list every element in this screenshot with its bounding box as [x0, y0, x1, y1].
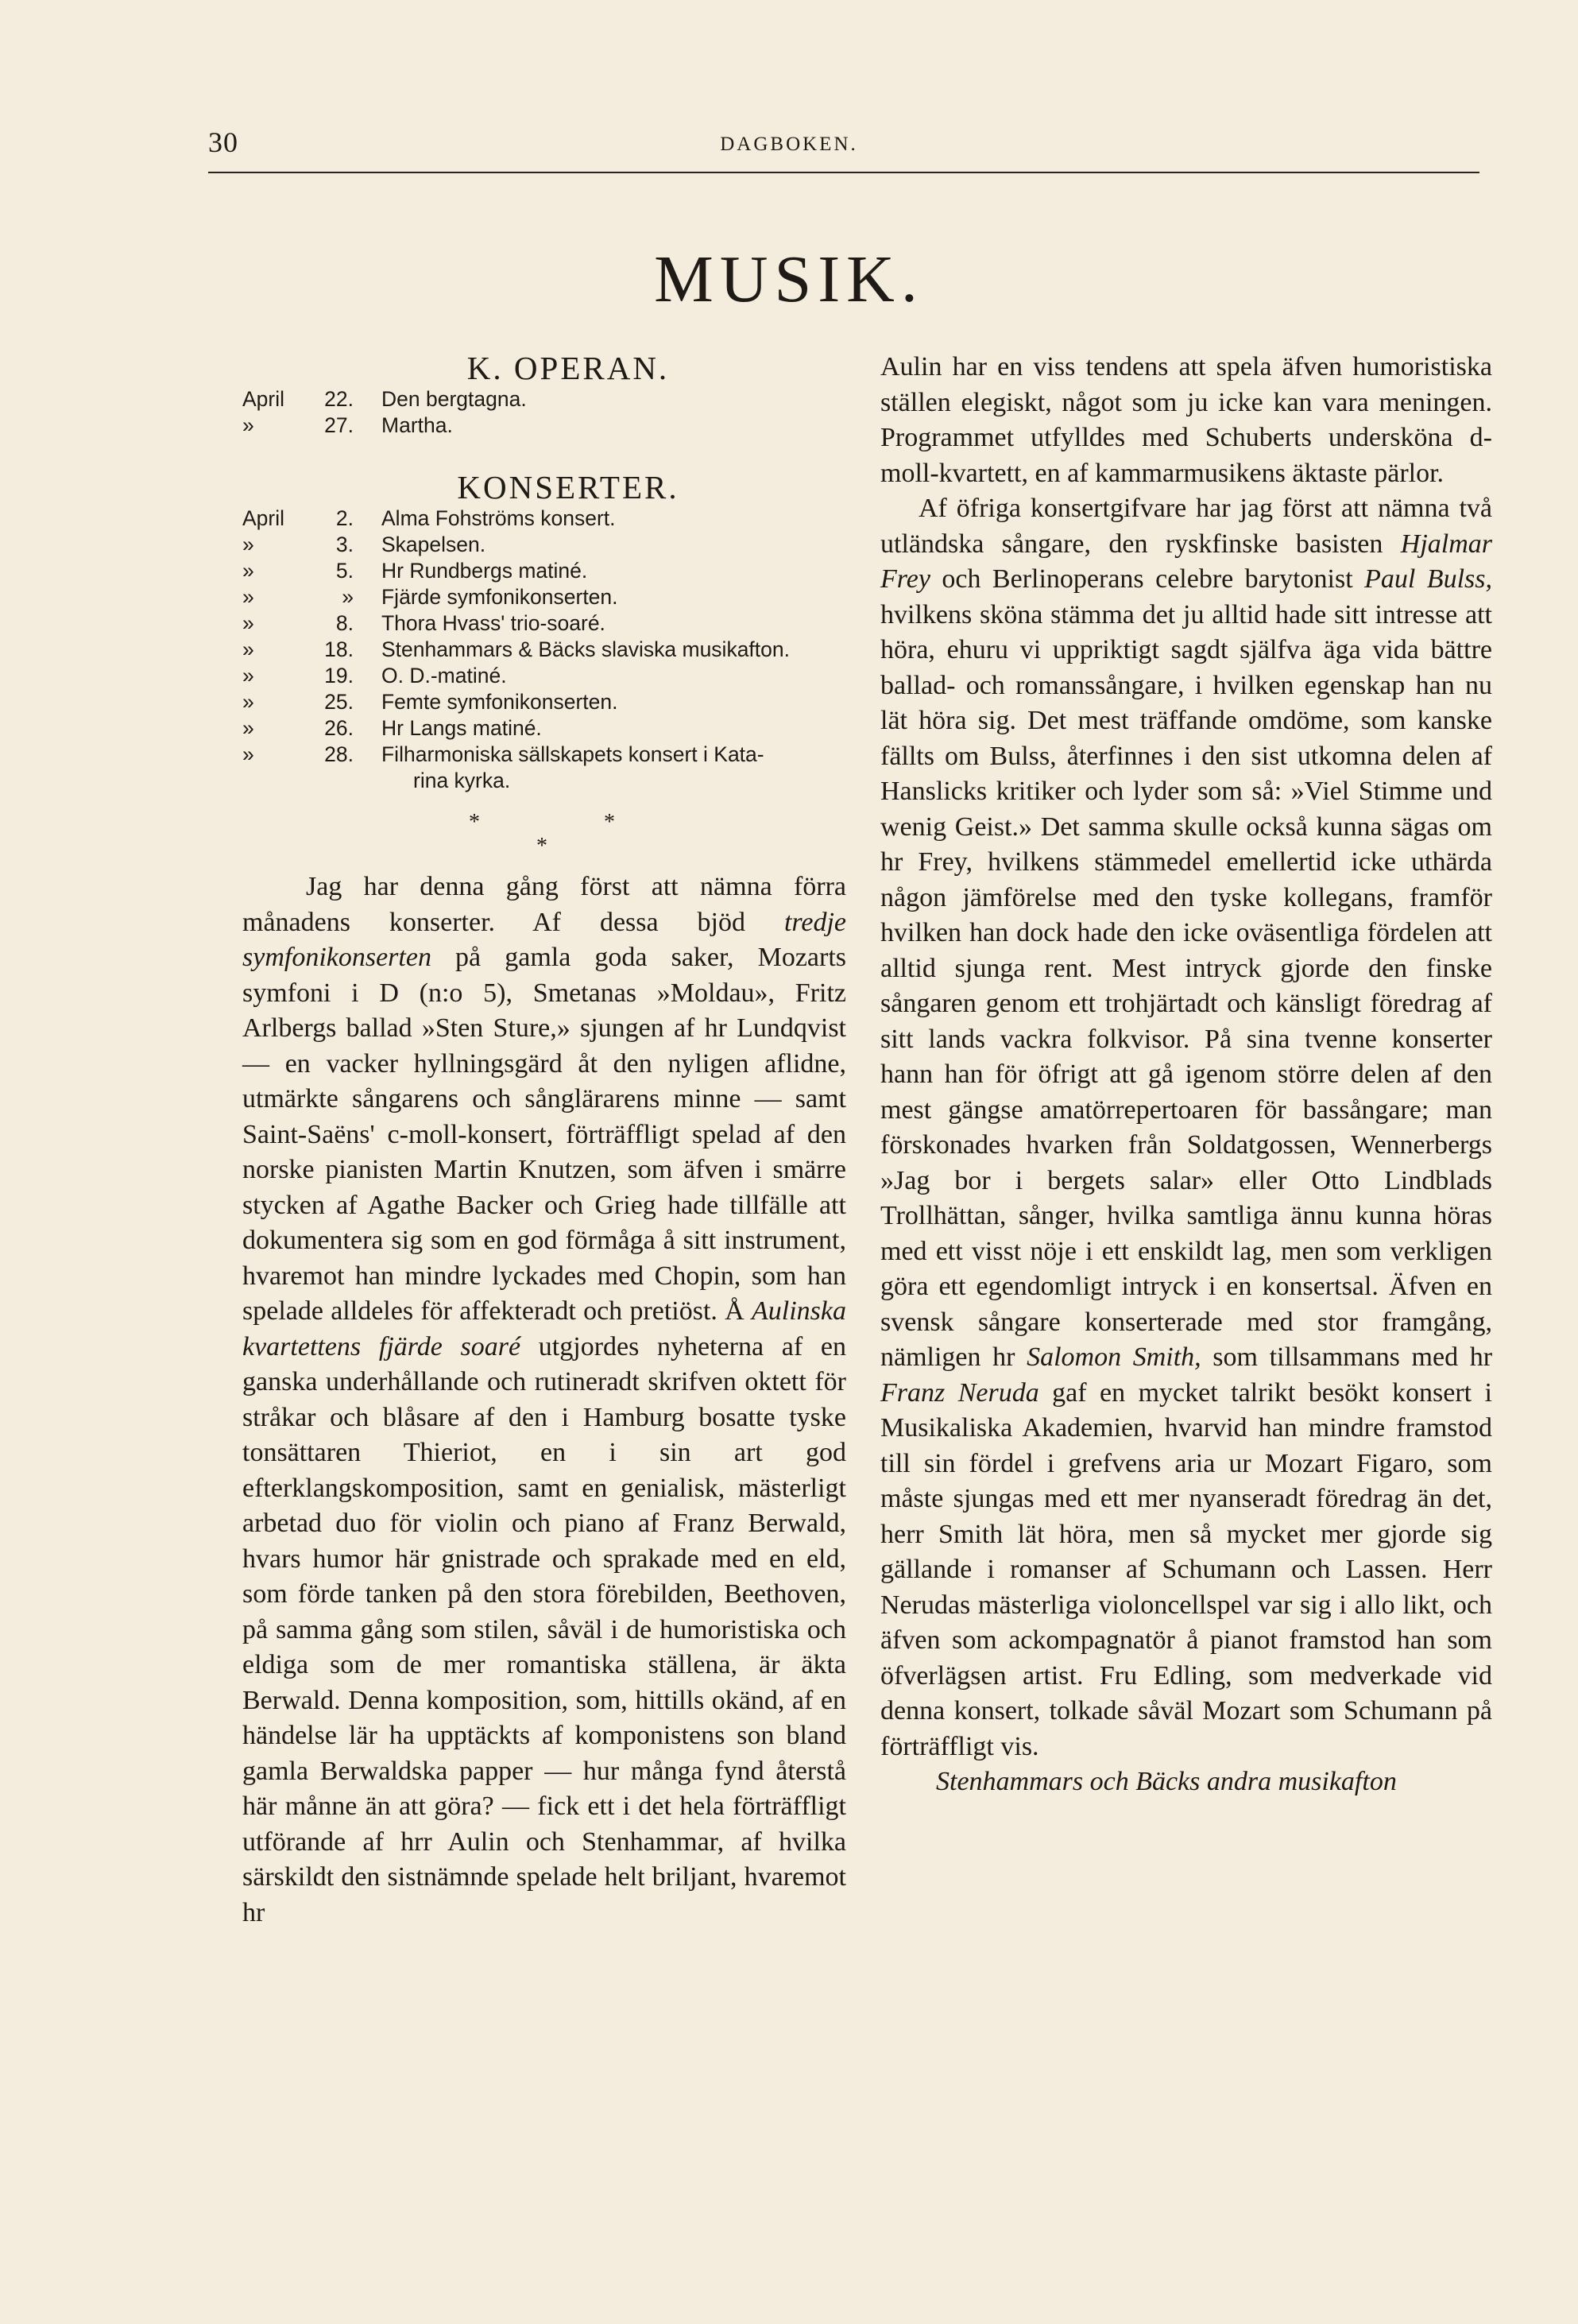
event-day: 22. — [324, 387, 354, 411]
event-month: » — [242, 413, 254, 437]
event-title-continuation: rina kyrka. — [413, 769, 511, 792]
text-run: som tillsammans med hr — [1201, 1342, 1493, 1372]
event-month: » — [242, 742, 254, 766]
event-month: » — [242, 716, 254, 740]
event-row — [242, 386, 846, 413]
event-title: Skapelsen. — [381, 533, 486, 556]
event-row — [242, 558, 846, 584]
body-paragraph: Aulin har en viss tendens att spela äfven humoristiska ställen elegiskt, något som ju icke kan vara meningen. Programmet utfylldes med Schuberts undersköna d-moll-kvartett, en af kammarmusikens äktaste pärlor. — [880, 352, 1492, 488]
event-day: 3. — [335, 533, 354, 556]
event-title: Femte symfonikonserten. — [381, 690, 618, 714]
text-run: gaf en mycket talrikt besökt konsert i Musikaliska Akademien, hvarvid han mindre framstod till sin fördel i grefvens aria ur Mozart Figaro, som måste sjungas med ett mer nyanseradt föredrag än det, herr Smith lät höra, men så mycket mer gjorde sig gällande i romanser af Schumann och Lassen. Herr Nerudas mästerliga violoncellspel var sig i allo likt, och äfven som ackompagnatör å pianot framstod han som öfverlägsen artist. Fru Edling, som medverkade vid denna konsert, tolkade såväl Mozart som Schumann på förträffligt vis. — [880, 1377, 1492, 1761]
event-title: Hr Rundbergs matiné. — [381, 559, 588, 583]
event-day: 5. — [335, 559, 354, 583]
event-row — [242, 532, 846, 558]
event-day: » — [342, 585, 354, 609]
event-month: April — [242, 506, 285, 530]
event-row — [242, 637, 846, 663]
event-month: » — [242, 664, 254, 688]
event-row — [242, 610, 846, 637]
event-row — [242, 689, 846, 715]
text-run: på gamla goda saker, Mozarts symfoni i D (n:o 5), Smetanas »Moldau», Fritz Arlbergs ballad »Sten Sture,» sjungen af hr Lundqvist — en vacker hyllningsgärd åt den nyligen aflidne, utmärkte sångarens och sånglärarens minne — samt Saint-Saëns' c-moll-konsert, förträffligt spelad af den norske pianisten Martin Knutzen, som äfven i smärre stycken af Agathe Backer och Grieg hade tillfälle att dokumentera sig som en god förmåga å sitt instrument, hvaremot han mindre lyckades med Chopin, som han spelade alldeles för affekteradt och pretiöst. Å — [242, 943, 846, 1326]
event-title-line: Filharmoniska sällskapets konsert i Kata- — [381, 742, 764, 766]
closing-italic-line: Stenhammars och Bäcks andra musikafton — [936, 1767, 1397, 1796]
event-month: April — [242, 387, 285, 411]
asterism: * — [604, 810, 615, 835]
event-day: 26. — [324, 716, 354, 740]
event-title: Den bergtagna. — [381, 387, 527, 411]
italic-name: Franz Neruda — [880, 1377, 1039, 1408]
event-title: Alma Fohströms konsert. — [381, 506, 616, 530]
event-month: » — [242, 611, 254, 635]
section-title: MUSIK. — [654, 242, 924, 316]
event-title: O. D.-matiné. — [381, 664, 507, 688]
event-row — [242, 742, 846, 794]
event-row — [242, 715, 846, 742]
event-month: » — [242, 690, 254, 714]
event-day: 27. — [324, 413, 354, 437]
italic-name: Salomon Smith, — [1027, 1342, 1201, 1372]
event-row — [242, 413, 846, 439]
italic-name: Paul Bulss, — [1364, 564, 1492, 594]
left-column — [242, 350, 846, 1931]
event-title: Hr Langs matiné. — [381, 716, 542, 740]
running-title: DAGBOKEN. — [720, 134, 858, 155]
concerts-heading: KONSERTER. — [457, 469, 679, 505]
text-run: Af öfriga konsertgifvare har jag först att nämna två utländska sångare, den ryskfinske basisten — [880, 494, 1492, 559]
asterism-divider — [242, 794, 846, 870]
event-day: 28. — [324, 742, 354, 766]
event-day: 8. — [335, 611, 354, 635]
event-title: Stenhammars & Bäcks slaviska musikafton. — [381, 637, 790, 661]
page-number: 30 — [208, 126, 238, 158]
page-header — [0, 0, 1578, 175]
header-rule — [208, 172, 1479, 173]
event-month: » — [242, 533, 254, 556]
event-row — [242, 584, 846, 610]
event-title: Martha. — [381, 413, 453, 437]
event-row — [242, 663, 846, 689]
text-run: hvilkens sköna stämma det ju alltid hade sitt intresse att höra, ehuru vi uppriktigt sagdt själfva äga vida bättre ballad- och romanssångare, i hvilken egenskap han nu lät höra sig. Det mest träffande omdöme, som kanske fällts om Bulss, återfinnes i den sist utkomna delen af Hanslicks kritiker och lyder som så: »Viel Stimme und wenig Geist.» Det samma skulle också kunna sägas om hr Frey, hvilkens stämmedel emellertid icke uthärda någon jämförelse med den tyske kollegans, framför hvilken han dock hade den icke oväsentliga fördelen att alltid sjunga rent. Mest intryck gjorde den finske sångaren genom ett trohjärtadt och känsligt föredrag af sitt lands vackra folkvisor. På sina tvenne konserter hann han för öfrigt att gå igenom större delen af den mest gängse amatörrepertoaren för bassångare; man förskonades hvarken från Soldatgossen, Wennerbergs »Jag bor i bergets salar» eller Otto Lindblads Trollhättan, sånger, hvilka samtliga ännu kunna höras med ett visst nöje i ett enskildt lag, men som verkligen göra ett egendomligt intryck i en konsertsal. Äfven en svensk sångare konserterade med stor framgång, nämligen hr — [880, 599, 1492, 1372]
event-month: » — [242, 637, 254, 661]
event-day: 19. — [324, 664, 354, 688]
event-day: 25. — [324, 690, 354, 714]
event-row — [242, 505, 846, 532]
italic-title: tredje symfonikonserten — [242, 907, 846, 972]
event-title — [381, 742, 846, 794]
italic-title: Aulinska kvartettens fjärde soaré — [242, 1296, 846, 1361]
text-run: Jag har denna gång först att nämna förra månadens konserter. Af dessa bjöd — [242, 872, 846, 937]
italic-name: Hjalmar Frey — [880, 529, 1492, 594]
concert-event-list — [242, 505, 846, 794]
right-column — [880, 350, 1492, 1800]
body-paragraph — [880, 491, 1492, 1764]
asterism: * — [536, 834, 547, 858]
event-title: Thora Hvass' trio-soaré. — [381, 611, 605, 635]
text-run: och Berlinoperans celebre barytonist — [930, 564, 1365, 594]
event-day: 18. — [324, 637, 354, 661]
event-day: 2. — [335, 506, 354, 530]
text-run: utgjordes nyheterna af en ganska underhållande och rutineradt skrifven oktett för stråkar och blåsare af den i Hamburg bosatte tyske tonsättaren Thieriot, en i sin art god efterklangskomposition, samt en genialisk, mästerligt arbetad duo för violin och piano af Franz Berwald, hvars humor här gnistrade och sprakade med en eld, som förde tanken på den stora förebilden, Beethoven, på samma gång som stilen, såväl i de humoristiska och eldiga som de mer romantiska ställena, är äkta Berwald. Denna komposition, som, hittills okänd, af en händelse lär ha upptäckts af komponistens son bland gamla Berwaldska papper — hur många fynd återstå här månne än att göra? — fick ett i det hela förträffligt utförande af hrr Aulin och Stenhammar, af hvilka särskildt den sistnämnde spelade helt briljant, hvaremot hr — [242, 1331, 846, 1927]
asterism: * — [469, 810, 480, 835]
event-month: » — [242, 585, 254, 609]
event-title: Fjärde symfonikonserten. — [381, 585, 618, 609]
opera-heading: K. OPERAN. — [466, 350, 670, 386]
opera-event-list — [242, 386, 846, 439]
event-month: » — [242, 559, 254, 583]
body-paragraph — [242, 870, 846, 1931]
